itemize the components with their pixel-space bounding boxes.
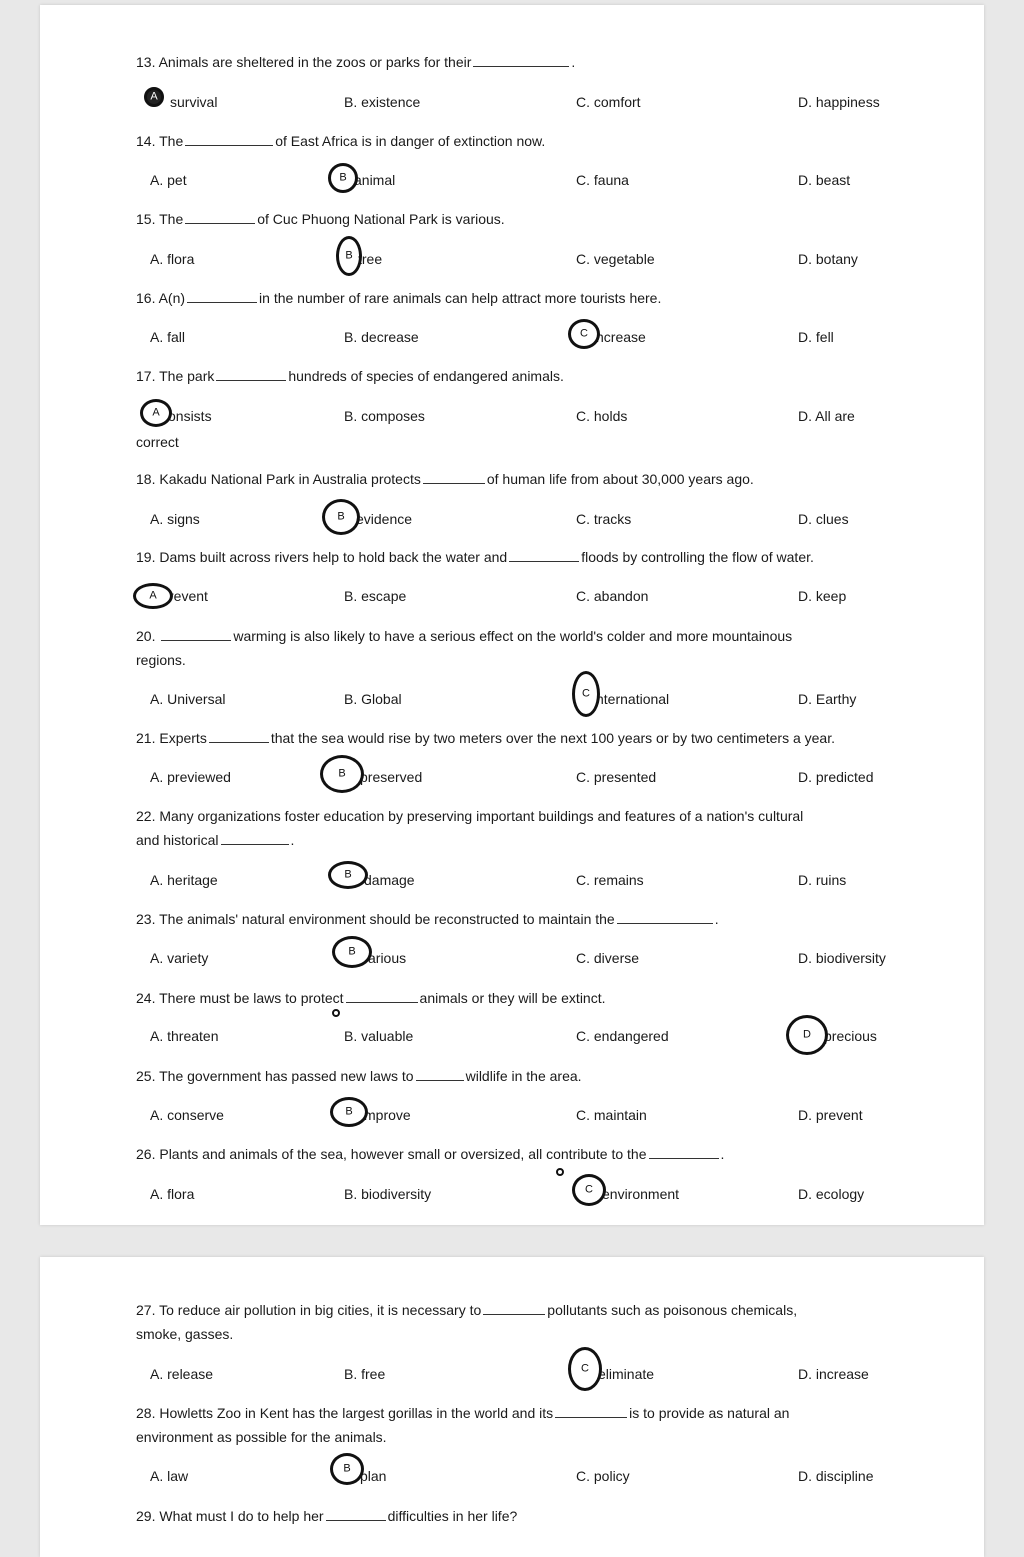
answer-circle-mark: [786, 1015, 828, 1055]
question-23: [136, 910, 719, 928]
question-25: [136, 1067, 582, 1085]
question-18: [136, 470, 754, 488]
answer-blank: [483, 1302, 545, 1315]
question-text-after-blank: of human life from about 30,000 years ago.: [486, 471, 754, 487]
question-text: Plants and animals of the sea, however small or oversized, all contribute to the: [159, 1146, 647, 1162]
answer-circle-mark: [568, 319, 600, 349]
answer-blank: [187, 290, 257, 303]
option-4[interactable]: D. beast: [798, 172, 851, 188]
option-1[interactable]: A. pet: [150, 172, 187, 188]
question-text-after-blank: difficulties in her life?: [387, 1508, 518, 1524]
option-2[interactable]: tree: [358, 251, 383, 267]
question-text-after-blank: .: [571, 54, 576, 70]
option-1[interactable]: A. release: [150, 1366, 214, 1382]
circled-letter: B: [339, 171, 347, 184]
answer-circle-mark: [320, 755, 364, 793]
question-text: Kakadu National Park in Australia protects: [159, 471, 421, 487]
option-2[interactable]: arious: [368, 950, 407, 966]
option-2[interactable]: B. biodiversity: [344, 1186, 432, 1202]
question-text: The: [159, 133, 184, 149]
answer-circle-mark: [140, 399, 172, 427]
option-1[interactable]: A. heritage: [150, 872, 218, 888]
question-28: [136, 1404, 789, 1422]
circled-letter: B: [344, 868, 352, 881]
worksheet-page-1: [40, 5, 984, 1225]
answer-circle-mark: [133, 583, 173, 609]
question-text-after-blank: of East Africa is in danger of extinction now.: [275, 133, 546, 149]
question-text-after-blank: is to provide as natural an: [629, 1405, 790, 1421]
option-3[interactable]: C. abandon: [576, 588, 649, 604]
question-continuation: regions.: [136, 652, 186, 668]
option-3[interactable]: C. vegetable: [576, 251, 655, 267]
circled-letter: B: [345, 249, 353, 262]
option-3[interactable]: nternational: [596, 691, 670, 707]
worksheet-page-2: [40, 1257, 984, 1557]
option-1[interactable]: A. variety: [150, 950, 209, 966]
option-2[interactable]: plan: [360, 1468, 387, 1484]
question-number: 18.: [136, 471, 160, 487]
question-text: What must I do to help her: [159, 1508, 324, 1524]
option-1[interactable]: A. signs: [150, 511, 200, 527]
option-2[interactable]: B. escape: [344, 588, 407, 604]
option-2[interactable]: B. existence: [344, 94, 421, 110]
answer-blank: [416, 1068, 464, 1081]
option-2[interactable]: mprove: [364, 1107, 411, 1123]
circled-letter: B: [345, 1105, 353, 1118]
answer-blank: [209, 730, 269, 743]
answer-circle-mark: [572, 671, 600, 717]
question-number: 29.: [136, 1508, 160, 1524]
option-1[interactable]: survival: [170, 94, 218, 110]
option-1[interactable]: A. flora: [150, 251, 195, 267]
answer-circle-mark: [330, 1097, 368, 1127]
option-3[interactable]: C. tracks: [576, 511, 632, 527]
question-number: 19.: [136, 549, 160, 565]
option-4[interactable]: D. ruins: [798, 872, 847, 888]
question-13: [136, 53, 575, 71]
question-number: 21.: [136, 730, 160, 746]
stray-pen-mark: [332, 1009, 340, 1017]
answer-blank: [509, 549, 579, 562]
question-text: Animals are sheltered in the zoos or parks for their: [158, 54, 472, 70]
option-3[interactable]: C. endangered: [576, 1028, 669, 1044]
question-text-after-blank: .: [714, 911, 719, 927]
question-text: The: [159, 211, 184, 227]
question-19: [136, 548, 814, 566]
question-continuation: correct: [136, 434, 179, 450]
question-text: There must be laws to protect: [159, 990, 344, 1006]
question-text-after-blank: wildlife in the area.: [465, 1068, 582, 1084]
question-number: 26.: [136, 1146, 160, 1162]
option-3[interactable]: C. comfort: [576, 94, 641, 110]
option-3[interactable]: C. maintain: [576, 1107, 647, 1123]
question-27: [136, 1301, 797, 1319]
option-1[interactable]: A. threaten: [150, 1028, 219, 1044]
option-2[interactable]: B. decrease: [344, 329, 419, 345]
answer-circle-mark: [572, 1174, 606, 1206]
option-3[interactable]: ncrease: [596, 329, 646, 345]
question-29: [136, 1507, 517, 1525]
question-15: [136, 210, 505, 228]
question-number: 20.: [136, 628, 160, 644]
option-1[interactable]: A. conserve: [150, 1107, 224, 1123]
question-21: [136, 729, 835, 747]
answer-circle-mark: [328, 861, 368, 889]
option-4[interactable]: D. biodiversity: [798, 950, 886, 966]
option-1[interactable]: revent: [169, 588, 208, 604]
question-continuation: smoke, gasses.: [136, 1326, 234, 1342]
answer-blank: [473, 54, 569, 67]
question-14: [136, 132, 545, 150]
circled-letter: B: [338, 767, 346, 780]
circled-letter: D: [803, 1028, 811, 1041]
answer-blank: [185, 211, 255, 224]
stray-pen-mark: [556, 1168, 564, 1176]
question-text-after-blank: .: [720, 1146, 725, 1162]
question-text: Many organizations foster education by preserving important buildings and features of a nation's cultural: [159, 808, 804, 824]
question-number: 13.: [136, 54, 159, 70]
option-3[interactable]: C. holds: [576, 408, 628, 424]
question-text: Experts: [159, 730, 207, 746]
question-16: [136, 289, 661, 307]
option-1[interactable]: A. fall: [150, 329, 186, 345]
question-number: 23.: [136, 911, 160, 927]
question-number: 27.: [136, 1302, 160, 1318]
question-text-after-blank: of Cuc Phuong National Park is various.: [257, 211, 505, 227]
question-number: 16.: [136, 290, 159, 306]
option-1[interactable]: A. previewed: [150, 769, 231, 785]
circled-letter: C: [582, 687, 590, 700]
option-4[interactable]: D. happiness: [798, 94, 880, 110]
circled-letter: C: [580, 327, 588, 340]
question-number: 14.: [136, 133, 160, 149]
option-3[interactable]: eliminate: [598, 1366, 655, 1382]
circled-letter: C: [581, 1362, 589, 1375]
answer-circle-mark: [322, 499, 360, 535]
option-3[interactable]: C. diverse: [576, 950, 640, 966]
answer-circle-mark: [332, 936, 372, 968]
answer-blank: [423, 471, 485, 484]
option-4[interactable]: precious: [824, 1028, 877, 1044]
circled-letter: B: [343, 1462, 351, 1475]
answer-circle-mark: [328, 163, 358, 193]
answer-blank: [216, 368, 286, 381]
question-text: Dams built across rivers help to hold back the water and: [159, 549, 508, 565]
question-17: [136, 367, 564, 385]
option-2[interactable]: B. composes: [344, 408, 425, 424]
answer-blank: [326, 1508, 386, 1521]
answer-circle-mark: [336, 236, 362, 276]
answer-blank: [346, 990, 418, 1003]
answer-blank: [185, 133, 273, 146]
question-text-after-blank: pollutants such as poisonous chemicals,: [547, 1302, 798, 1318]
question-number: 28.: [136, 1405, 160, 1421]
option-2[interactable]: B. Global: [344, 691, 402, 707]
answer-blank: [555, 1405, 627, 1418]
option-3[interactable]: environment: [602, 1186, 680, 1202]
answer-blank: [161, 628, 231, 641]
question-text-after-blank: floods by controlling the flow of water.: [581, 549, 814, 565]
answer-circle-mark: [568, 1347, 602, 1391]
question-text-after-blank: animals or they will be extinct.: [419, 990, 606, 1006]
option-4[interactable]: D. increase: [798, 1366, 869, 1382]
option-4[interactable]: D. All are: [798, 408, 855, 424]
option-3[interactable]: C. policy: [576, 1468, 630, 1484]
circled-letter: B: [337, 510, 345, 523]
question-text: The park: [159, 368, 215, 384]
option-4[interactable]: D. Earthy: [798, 691, 857, 707]
question-continuation: and historical .: [136, 832, 295, 848]
option-2[interactable]: damage: [364, 872, 415, 888]
option-2[interactable]: preserved: [360, 769, 423, 785]
option-3[interactable]: C. remains: [576, 872, 644, 888]
option-4[interactable]: D. keep: [798, 588, 847, 604]
question-24: [136, 989, 606, 1007]
question-number: 25.: [136, 1068, 160, 1084]
option-4[interactable]: D. predicted: [798, 769, 874, 785]
option-3[interactable]: C. fauna: [576, 172, 629, 188]
option-4[interactable]: D. clues: [798, 511, 849, 527]
circled-letter: C: [585, 1183, 593, 1196]
option-4[interactable]: D. discipline: [798, 1468, 874, 1484]
question-text: A(n): [158, 290, 186, 306]
question-text-after-blank: that the sea would rise by two meters over the next 100 years or by two centimeters a year.: [270, 730, 835, 746]
question-number: 24.: [136, 990, 160, 1006]
circled-letter: A: [152, 406, 160, 419]
question-text: To reduce air pollution in big cities, it is necessary to: [159, 1302, 482, 1318]
question-continuation: environment as possible for the animals.: [136, 1429, 387, 1445]
circled-letter: A: [149, 589, 157, 602]
question-text: The government has passed new laws to: [159, 1068, 414, 1084]
question-text-after-blank: hundreds of species of endangered animals.: [288, 368, 564, 384]
option-1[interactable]: onsists: [168, 408, 212, 424]
option-2[interactable]: B. valuable: [344, 1028, 414, 1044]
option-1[interactable]: A. flora: [150, 1186, 195, 1202]
question-26: [136, 1145, 724, 1163]
question-text-after-blank: in the number of rare animals can help attract more tourists here.: [259, 290, 662, 306]
option-4[interactable]: D. ecology: [798, 1186, 865, 1202]
question-22: [136, 807, 803, 825]
option-4[interactable]: D. botany: [798, 251, 858, 267]
option-3[interactable]: C. presented: [576, 769, 657, 785]
question-text: The animals' natural environment should be reconstructed to maintain the: [159, 911, 615, 927]
circled-letter: A: [150, 90, 158, 103]
question-text: Howletts Zoo in Kent has the largest gorillas in the world and its: [159, 1405, 554, 1421]
answer-blank: [221, 832, 289, 845]
question-text-after-blank: warming is also likely to have a serious effect on the world's colder and more mountainous: [233, 628, 793, 644]
circled-letter: B: [348, 945, 356, 958]
answer-circle-mark: [330, 1453, 364, 1485]
option-1[interactable]: A. law: [150, 1468, 189, 1484]
answer-blank: [617, 911, 713, 924]
option-2[interactable]: B. free: [344, 1366, 386, 1382]
option-1[interactable]: A. Universal: [150, 691, 226, 707]
option-2[interactable]: animal: [354, 172, 396, 188]
answer-circle-mark: [144, 87, 164, 107]
question-number: 17.: [136, 368, 160, 384]
question-number: 22.: [136, 808, 160, 824]
answer-blank: [649, 1146, 719, 1159]
question-number: 15.: [136, 211, 160, 227]
option-2[interactable]: evidence: [356, 511, 413, 527]
option-4[interactable]: D. fell: [798, 329, 834, 345]
option-4[interactable]: D. prevent: [798, 1107, 863, 1123]
question-20: [136, 627, 792, 645]
